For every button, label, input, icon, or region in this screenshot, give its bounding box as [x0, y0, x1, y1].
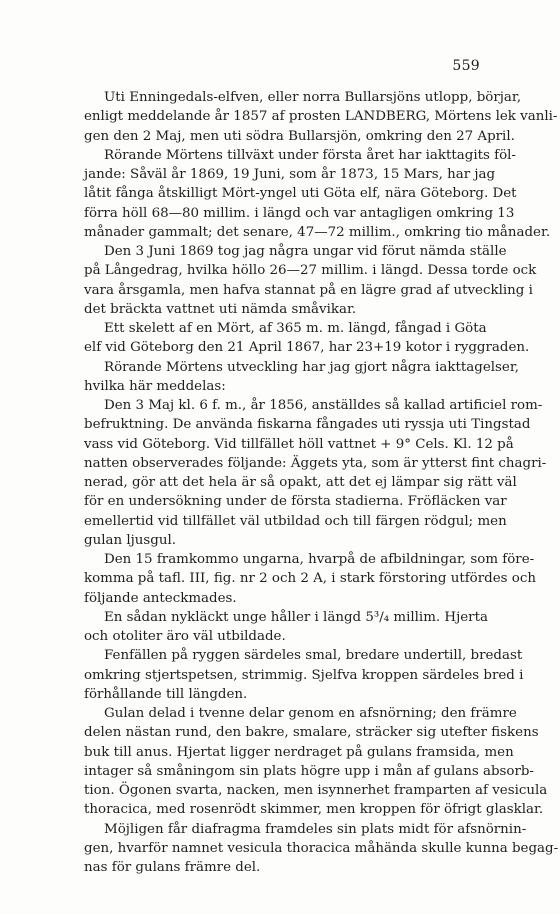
text-line: det bräckta vattnet uti nämda småvikar.: [84, 301, 357, 317]
text-line: Den 15 framkommo ungarna, hvarpå de afbildningar, som före-: [104, 552, 535, 567]
text-line: elf vid Göteborg den 21 April 1867, har 23+19 kotor i ryggraden.: [84, 340, 530, 356]
text-line: förra höll 68—80 millim. i längd och var antagligen omkring 13: [84, 205, 515, 221]
text-line: nas för gulans främre del.: [84, 860, 261, 875]
text-line: intager så småningom sin plats högre upp i mån af gulans absorb-: [84, 763, 534, 779]
text-line: emellertid vid tillfället väl utbildad och till färgen rödgul; men: [84, 513, 507, 529]
text-line: låtit fånga åtskilligt Mört-yngel uti Göta elf, nära Göteborg. Det: [84, 186, 517, 202]
text-line: gen, hvarför namnet vesicula thoracica måhända skulle kunna begag-: [84, 840, 559, 856]
text-line: gulan ljusgul.: [84, 532, 177, 548]
text-line: gen den 2 Maj, men uti södra Bullarsjön, omkring den 27 April.: [84, 128, 515, 144]
text-line: Den 3 Maj kl. 6 f. m., år 1856, anställdes så kallad artificiel rom-: [104, 398, 543, 413]
text-line: för en undersökning under de första stadierna. Fröfläcken var: [84, 494, 507, 510]
text-line: Gulan delad i tvenne delar genom en afsnörning; den främre: [104, 706, 517, 721]
text-line: förhållande till längden.: [84, 686, 248, 702]
text-line: Rörande Mörtens tillväxt under första året har iakttagits föl-: [104, 147, 516, 163]
text-line: befruktning. De använda fiskarna fångades uti ryssja uti Tingstad: [84, 417, 531, 433]
text-line: Ett skelett af en Mört, af 365 m. m. längd, fångad i Göta: [104, 321, 487, 336]
text-line: omkring stjertspetsen, strimmig. Sjelfva kroppen särdeles bred i: [84, 667, 524, 683]
text-line: Uti Enningedals-elfven, eller norra Bullarsjöns utlopp, börjar,: [104, 90, 522, 105]
text-line: jande: Såväl år 1869, 19 Juni, som år 1873, 15 Mars, har jag: [84, 167, 496, 182]
text-line: Möjligen får diafragma framdeles sin plats midt för afsnörnin-: [104, 821, 527, 837]
text-line: på Långedrag, hvilka höllo 26—27 millim. i längd. Dessa torde ock: [84, 263, 537, 279]
text-line: vass vid Göteborg. Vid tillfället höll vattnet + 9° Cels. Kl. 12 på: [84, 436, 514, 452]
text-line: vara årsgamla, men hafva stannat på en lägre grad af utveckling i: [84, 282, 533, 298]
text-line: Den 3 Juni 1869 tog jag några ungar vid förut nämda ställe: [104, 244, 507, 259]
text-line: nerad, gör att det hela är så opakt, att det ej lämpar sig rätt väl: [84, 475, 517, 490]
text-line: och otoliter äro väl utbildade.: [84, 629, 286, 644]
text-line: Rörande Mörtens utveckling har jag gjort några iakttagelser,: [104, 359, 520, 375]
text-line: natten observerades följande: Äggets yta, som är ytterst fint chagri-: [84, 455, 547, 471]
text-line: thoracica, med rosenrödt skimmer, men kroppen för öfrigt glasklar.: [84, 802, 544, 818]
text-line: tion. Ögonen svarta, nacken, men isynnerhet framparten af vesicula: [84, 783, 548, 798]
text-line: Fenfällen på ryggen särdeles smal, bredare undertill, bredast: [104, 648, 523, 664]
body-text: [84, 88, 559, 877]
page-number: 559: [452, 58, 480, 74]
text-line: följande anteckmades.: [84, 590, 237, 606]
text-line: månader gammalt; det senare, 47—72 millim., omkring tio månader.: [84, 224, 551, 240]
text-line: buk till anus. Hjertat ligger nerdraget på gulans framsida, men: [84, 744, 514, 760]
text-line: En sådan nykläckt unge håller i längd 5³/₄ millim. Hjerta: [104, 609, 488, 625]
text-line: delen nästan rund, den bakre, smalare, sträcker sig utefter fiskens: [84, 725, 539, 741]
text-line: komma på tafl. III, fig. nr 2 och 2 A, i stark förstoring utfördes och: [84, 571, 536, 587]
text-line: enligt meddelande år 1857 af prosten LANDBERG, Mörtens lek vanli-: [84, 109, 558, 125]
text-line: hvilka här meddelas:: [84, 378, 226, 394]
